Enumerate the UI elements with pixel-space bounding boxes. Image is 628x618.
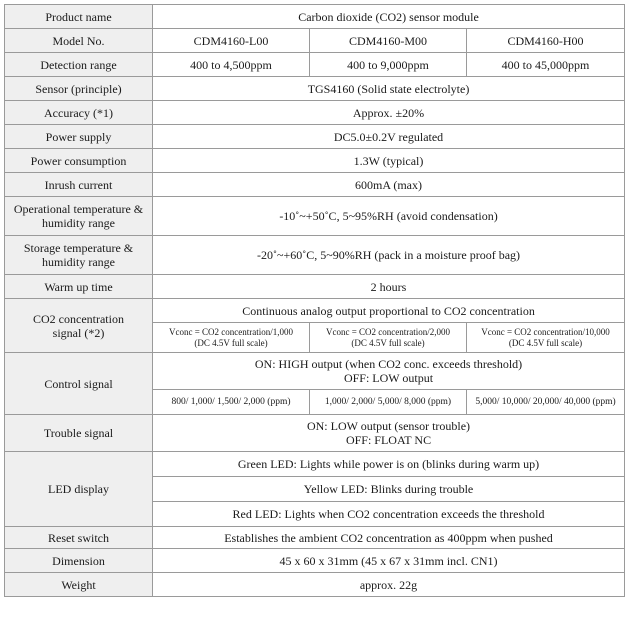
- value-power-consumption: 1.3W (typical): [153, 149, 625, 173]
- label-trouble-signal: Trouble signal: [5, 415, 153, 452]
- value-range-m00: 400 to 9,000ppm: [310, 53, 467, 77]
- label-storage-temp: [5, 236, 153, 275]
- value-control-h00: 5,000/ 10,000/ 20,000/ 40,000 (ppm): [467, 390, 625, 415]
- row-warm-up: [5, 275, 625, 299]
- value-range-l00: 400 to 4,500ppm: [153, 53, 310, 77]
- label-storage-temp-line1: Storage temperature &: [23, 241, 134, 255]
- value-co2-signal-m00: [310, 323, 467, 353]
- value-control-m00: 1,000/ 2,000/ 5,000/ 8,000 (ppm): [310, 390, 467, 415]
- row-operational-temp: [5, 197, 625, 236]
- value-storage-temp: -20˚~+60˚C, 5~90%RH (pack in a moisture proof bag): [153, 236, 625, 275]
- label-power-consumption: Power consumption: [5, 149, 153, 173]
- value-control-signal-header: [153, 353, 625, 390]
- value-operational-temp: -10˚~+50˚C, 5~95%RH (avoid condensation): [153, 197, 625, 236]
- label-co2-signal: [5, 299, 153, 353]
- value-model-m00: CDM4160-M00: [310, 29, 467, 53]
- value-co2-signal-l00: [153, 323, 310, 353]
- co2-h00-line2: (DC 4.5V full scale): [508, 337, 583, 348]
- label-dimension: Dimension: [5, 549, 153, 573]
- row-sensor: [5, 77, 625, 101]
- value-co2-signal-h00: [467, 323, 625, 353]
- row-power-supply: [5, 125, 625, 149]
- value-co2-signal-header: Continuous analog output proportional to CO2 concentration: [153, 299, 625, 323]
- row-trouble-signal: [5, 415, 625, 452]
- label-control-signal: Control signal: [5, 353, 153, 415]
- co2-l00-line2: (DC 4.5V full scale): [194, 337, 268, 348]
- row-reset-switch: [5, 527, 625, 549]
- label-co2-signal-line2: signal (*2): [52, 325, 105, 340]
- control-signal-line1: ON: HIGH output (when CO2 conc. exceeds threshold): [254, 357, 523, 371]
- label-product-name: Product name: [5, 5, 153, 29]
- label-model-no: Model No.: [5, 29, 153, 53]
- label-weight: Weight: [5, 573, 153, 597]
- value-led-red: Red LED: Lights when CO2 concentration exceeds the threshold: [153, 502, 625, 527]
- value-weight: approx. 22g: [153, 573, 625, 597]
- co2-m00-line1: Vconc = CO2 concentration/2,000: [325, 326, 451, 337]
- label-reset-switch: Reset switch: [5, 527, 153, 549]
- co2-l00-line1: Vconc = CO2 concentration/1,000: [168, 326, 294, 337]
- value-range-h00: 400 to 45,000ppm: [467, 53, 625, 77]
- row-inrush-current: [5, 173, 625, 197]
- label-operational-temp: [5, 197, 153, 236]
- value-led-green: Green LED: Lights while power is on (blinks during warm up): [153, 452, 625, 477]
- value-control-l00: 800/ 1,000/ 1,500/ 2,000 (ppm): [153, 390, 310, 415]
- row-accuracy: [5, 101, 625, 125]
- label-led-display: LED display: [5, 452, 153, 527]
- row-product-name: [5, 5, 625, 29]
- value-led-yellow: Yellow LED: Blinks during trouble: [153, 477, 625, 502]
- co2-h00-line1: Vconc = CO2 concentration/10,000: [481, 326, 610, 337]
- value-sensor: TGS4160 (Solid state electrolyte): [153, 77, 625, 101]
- value-product-name: Carbon dioxide (CO2) sensor module: [153, 5, 625, 29]
- value-inrush-current: 600mA (max): [153, 173, 625, 197]
- label-co2-signal-line1: CO2 concentration: [33, 311, 124, 326]
- value-model-l00: CDM4160-L00: [153, 29, 310, 53]
- label-detection-range: Detection range: [5, 53, 153, 77]
- value-warm-up: 2 hours: [153, 275, 625, 299]
- row-dimension: [5, 549, 625, 573]
- control-signal-line2: OFF: LOW output: [343, 371, 434, 385]
- trouble-signal-line1: ON: LOW output (sensor trouble): [306, 419, 471, 433]
- label-sensor: Sensor (principle): [5, 77, 153, 101]
- co2-m00-line2: (DC 4.5V full scale): [351, 337, 425, 348]
- label-operational-temp-line1: Operational temperature &: [13, 202, 144, 216]
- row-detection-range: [5, 53, 625, 77]
- value-trouble-signal: [153, 415, 625, 452]
- label-inrush-current: Inrush current: [5, 173, 153, 197]
- value-power-supply: DC5.0±0.2V regulated: [153, 125, 625, 149]
- label-warm-up: Warm up time: [5, 275, 153, 299]
- row-control-signal-header: [5, 353, 625, 390]
- row-led-green: [5, 452, 625, 477]
- value-dimension: 45 x 60 x 31mm (45 x 67 x 31mm incl. CN1): [153, 549, 625, 573]
- label-accuracy: Accuracy (*1): [5, 101, 153, 125]
- value-reset-switch: Establishes the ambient CO2 concentration as 400ppm when pushed: [153, 527, 625, 549]
- label-storage-temp-line2: humidity range: [42, 255, 115, 269]
- row-co2-signal-header: [5, 299, 625, 323]
- label-operational-temp-line2: humidity range: [42, 216, 115, 230]
- trouble-signal-line2: OFF: FLOAT NC: [345, 433, 432, 447]
- spec-table: [4, 4, 625, 597]
- label-power-supply: Power supply: [5, 125, 153, 149]
- row-storage-temp: [5, 236, 625, 275]
- row-weight: [5, 573, 625, 597]
- row-power-consumption: [5, 149, 625, 173]
- value-model-h00: CDM4160-H00: [467, 29, 625, 53]
- row-model-no: [5, 29, 625, 53]
- value-accuracy: Approx. ±20%: [153, 101, 625, 125]
